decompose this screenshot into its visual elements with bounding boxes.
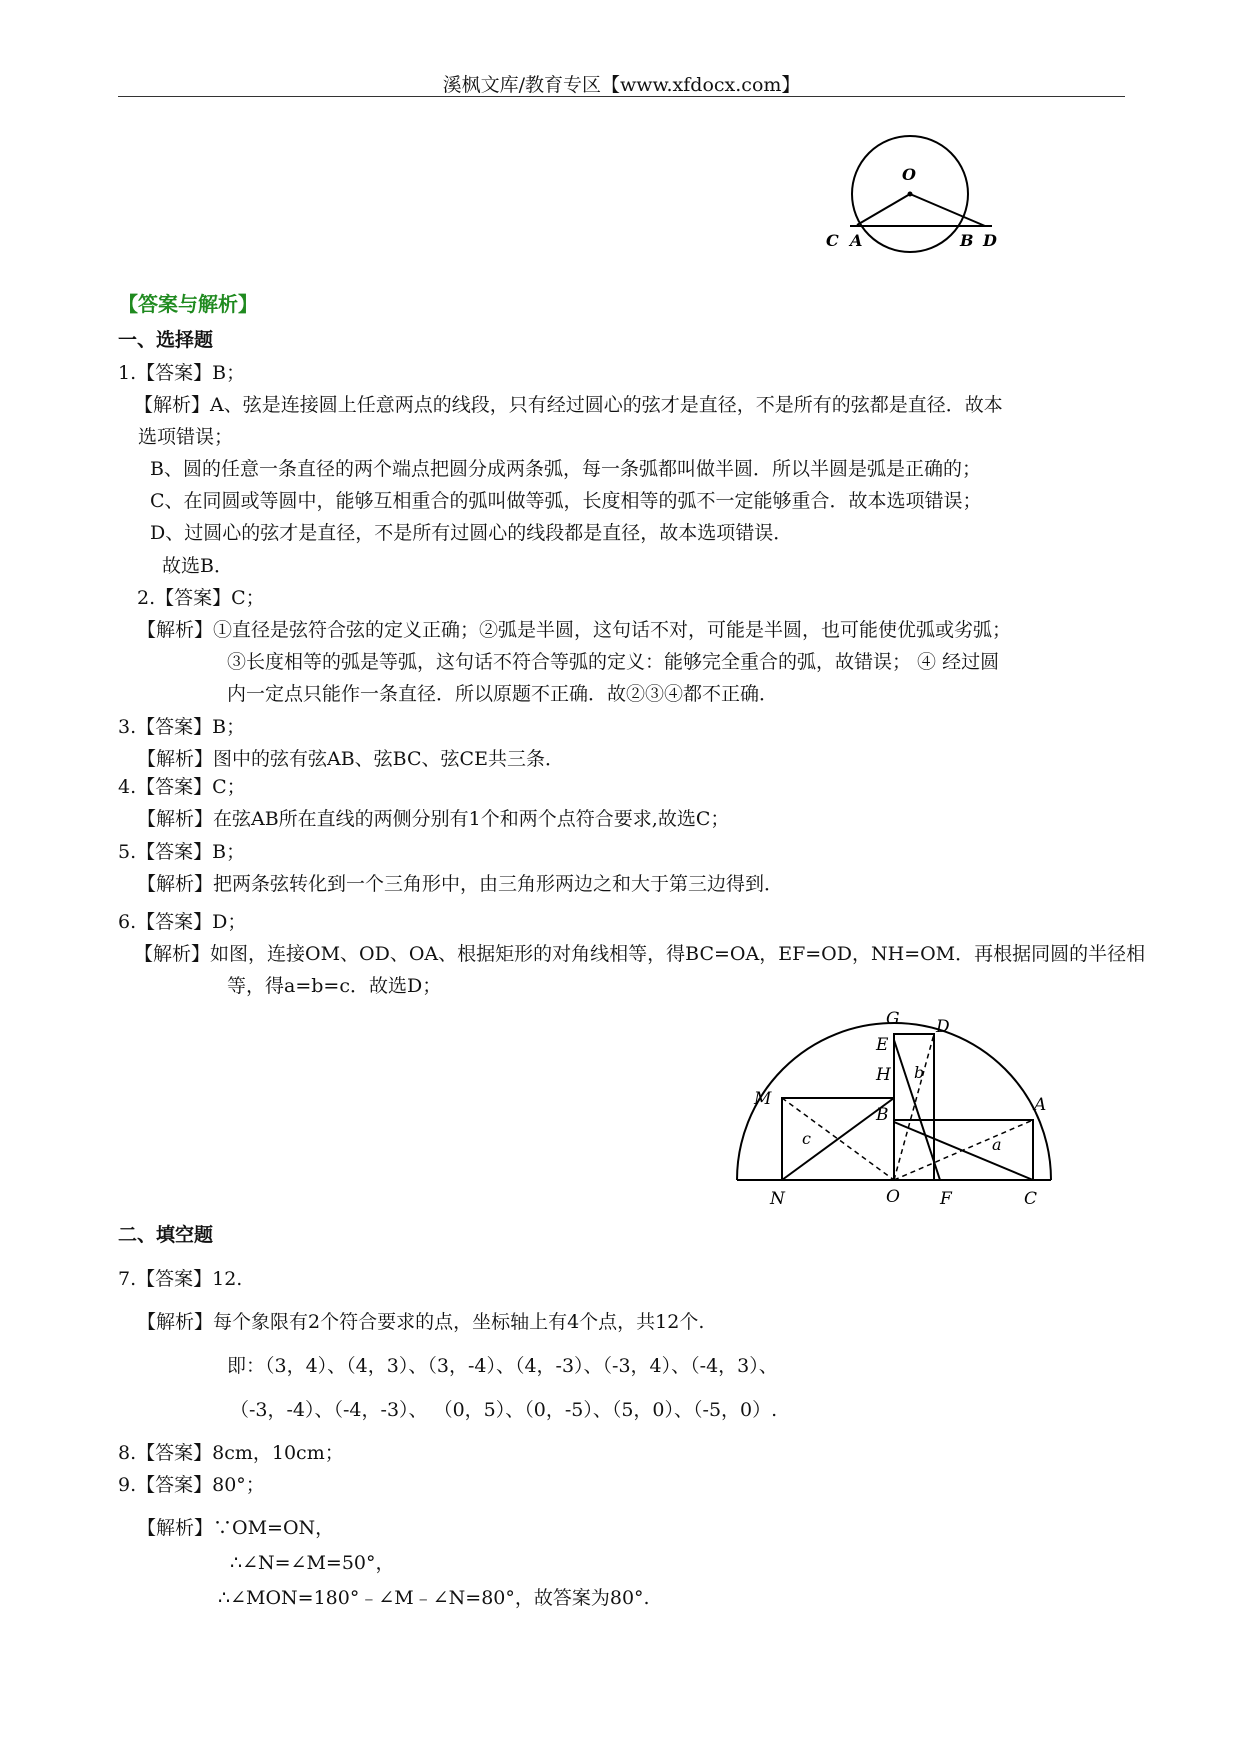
section-choice-title: 一、选择题 bbox=[118, 329, 214, 351]
page-header: 溪枫文库/教育专区【www.xfdocx.com】 bbox=[442, 74, 801, 96]
label-C: C bbox=[826, 231, 839, 250]
label-N: N bbox=[770, 1189, 785, 1209]
q4-answer: 4.【答案】C； bbox=[118, 776, 246, 798]
label-B: B bbox=[960, 231, 974, 250]
q3-analysis: 【解析】图中的弦有弦AB、弦BC、弦CE共三条． bbox=[137, 748, 564, 770]
q9-answer: 9.【答案】80°； bbox=[118, 1474, 265, 1496]
header-divider bbox=[118, 96, 1125, 97]
q1-analysis-4: C、在同圆或等圆中，能够互相重合的弧叫做等弧，长度相等的弧不一定能够重合．故本选项错误； bbox=[150, 490, 982, 512]
q1-analysis-2: 选项错误； bbox=[138, 426, 234, 448]
q2-analysis-2: ③长度相等的弧是等弧，这句话不符合等弧的定义：能够完全重合的弧，故错误； ④ 经过圆 bbox=[227, 651, 1000, 673]
q1-analysis-1: 【解析】A、弦是连接圆上任意两点的线段，只有经过圆心的弦才是直径，不是所有的弦都是直径．故本 bbox=[134, 394, 1003, 416]
q4-analysis: 【解析】在弦AB所在直线的两侧分别有1个和两个点符合要求,故选C； bbox=[137, 808, 730, 830]
q8-answer: 8.【答案】8cm，10cm； bbox=[118, 1442, 344, 1464]
q2-analysis-1: 【解析】①直径是弦符合弦的定义正确；②弧是半圆，这句话不对，可能是半圆，也可能使优弧或劣弧； bbox=[137, 619, 1012, 641]
q1-answer: 1.【答案】B； bbox=[118, 362, 246, 384]
q1-analysis-5: D、过圆心的弦才是直径，不是所有过圆心的线段都是直径，故本选项错误． bbox=[150, 522, 793, 544]
q2-answer: 2.【答案】C； bbox=[137, 587, 265, 609]
q6-answer: 6.【答案】D； bbox=[118, 911, 247, 933]
label-O: O bbox=[902, 165, 916, 184]
label-E: E bbox=[876, 1035, 889, 1055]
q7-analysis-1: 【解析】每个象限有2个符合要求的点，坐标轴上有4个点，共12个. bbox=[137, 1311, 705, 1333]
label-O: O bbox=[886, 1187, 900, 1207]
label-G: G bbox=[886, 1009, 900, 1029]
q7-analysis-2: 即：（3，4）、（4，3）、（3，-4）、（4，-3）、（-3，4）、（-4，3）、 bbox=[227, 1355, 778, 1377]
answer-title: 【答案与解析】 bbox=[118, 292, 258, 316]
q2-analysis-3: 内一定点只能作一条直径．所以原题不正确．故②③④都不正确． bbox=[227, 683, 779, 705]
label-D: D bbox=[983, 231, 997, 250]
q1-analysis-3: B、圆的任意一条直径的两个端点把圆分成两条弧，每一条弧都叫做半圆．所以半圆是弧是正确的； bbox=[150, 458, 981, 480]
label-C: C bbox=[1024, 1189, 1038, 1209]
section-fill-title: 二、填空题 bbox=[118, 1224, 214, 1246]
figure-semicircle-rectangles bbox=[730, 1000, 1060, 1210]
q7-analysis-3: （-3，-4）、（-4，-3）、 （0，5）、（0，-5）、（5，0）、（-5，0）. bbox=[230, 1399, 778, 1421]
q6-analysis-1: 【解析】如图，连接OM、OD、OA、根据矩形的对角线相等，得BC=OA，EF=OD，NH=OM．再根据同圆的半径相 bbox=[134, 943, 1146, 965]
q1-analysis-6: 故选B． bbox=[162, 555, 233, 577]
q5-analysis: 【解析】把两条弦转化到一个三角形中，由三角形两边之和大于第三边得到． bbox=[137, 873, 784, 895]
q9-analysis-2: ∴∠N=∠M=50°， bbox=[230, 1552, 395, 1574]
label-F: F bbox=[940, 1189, 952, 1209]
q6-analysis-2: 等，得a=b=c．故选D； bbox=[227, 975, 442, 997]
q9-analysis-3: ∴∠MON=180°﹣∠M﹣∠N=80°，故答案为80°. bbox=[218, 1587, 650, 1609]
label-D: D bbox=[936, 1017, 950, 1037]
q7-answer: 7.【答案】12. bbox=[118, 1268, 243, 1290]
label-A: A bbox=[850, 231, 863, 250]
label-A: A bbox=[1034, 1095, 1047, 1115]
figure-circle-chord bbox=[820, 130, 1020, 260]
label-B: B bbox=[876, 1105, 889, 1125]
q9-analysis-1: 【解析】∵OM=ON， bbox=[137, 1517, 335, 1539]
label-c: c bbox=[802, 1129, 811, 1148]
label-b: b bbox=[914, 1063, 925, 1082]
label-H: H bbox=[876, 1065, 891, 1085]
q3-answer: 3.【答案】B； bbox=[118, 716, 246, 738]
label-a: a bbox=[992, 1135, 1002, 1154]
q5-answer: 5.【答案】B； bbox=[118, 841, 246, 863]
label-M: M bbox=[754, 1089, 772, 1109]
